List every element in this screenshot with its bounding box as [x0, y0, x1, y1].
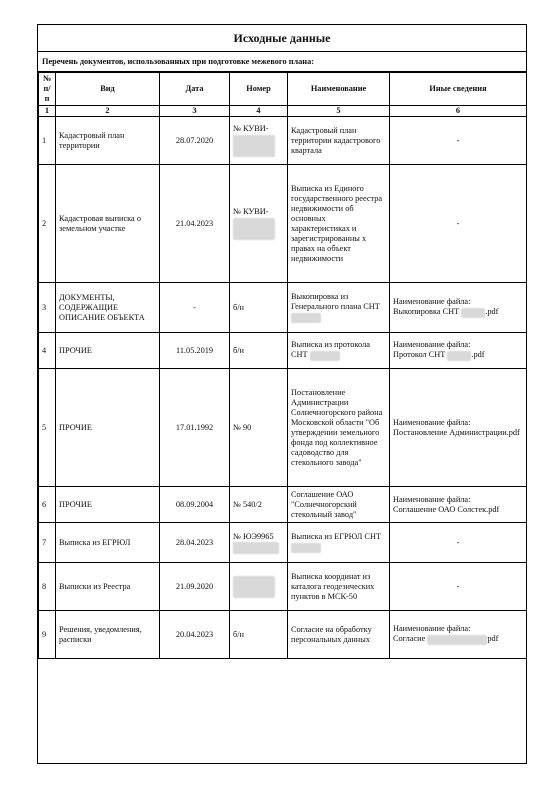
row-type: Выписки из Реестра	[56, 563, 160, 611]
table-row	[39, 333, 527, 369]
row-type: ДОКУМЕНТЫ, СОДЕРЖАЩИЕ ОПИСАНИЕ ОБЪЕКТА	[56, 283, 160, 333]
row-type: ПРОЧИЕ	[56, 369, 160, 487]
table-row	[39, 563, 527, 611]
header-other: Иные сведения	[390, 73, 527, 106]
redacted-block	[310, 351, 340, 361]
page-title: Исходные данные	[38, 25, 526, 52]
row-date: -	[160, 283, 230, 333]
file-name-label: Наименование файла:	[393, 624, 471, 634]
row-number: б/н	[230, 283, 288, 333]
row-other-cell	[390, 333, 527, 369]
row-number-cell	[230, 523, 288, 563]
row-name-cell	[288, 333, 390, 369]
redacted-block	[233, 542, 279, 554]
row-type: Кадастровая выписка о земельном участке	[56, 165, 160, 283]
header-number: Номер	[230, 73, 288, 106]
row-type: ПРОЧИЕ	[56, 487, 160, 523]
row-num: 9	[39, 611, 56, 659]
row-type: ПРОЧИЕ	[56, 333, 160, 369]
row-name: Согласие на обработку персональных данных	[288, 611, 390, 659]
table-row	[39, 523, 527, 563]
row-date: 17.01.1992	[160, 369, 230, 487]
row-number: б/н	[230, 611, 288, 659]
file-name-suffix: pdf	[487, 634, 499, 644]
row-other: -	[390, 523, 527, 563]
file-name-suffix: .pdf	[471, 350, 485, 360]
column-number: 6	[390, 106, 527, 117]
file-name-label: Наименование файла:	[393, 340, 471, 350]
documents-table	[38, 72, 527, 659]
row-name: Постановление Администрации Солнечногорского района Московской области "Об утверждении земельного фонда под коллективное садоводство для стекольного завода"	[288, 369, 390, 487]
row-number-cell	[230, 563, 288, 611]
file-name-label: Наименование файла:	[393, 417, 471, 427]
row-num: 7	[39, 523, 56, 563]
table-row	[39, 369, 527, 487]
row-num: 5	[39, 369, 56, 487]
row-name-cell	[288, 523, 390, 563]
row-name: Соглашение ОАО "Солнечногорский стекольный завод"	[288, 487, 390, 523]
row-date: 08.09.2004	[160, 487, 230, 523]
section-subtitle: Перечень документов, использованных при подготовке межевого плана:	[38, 52, 526, 72]
header-num: № п/п	[39, 73, 56, 106]
row-other-cell	[390, 487, 527, 523]
redacted-block	[447, 351, 471, 361]
file-name-suffix: .pdf	[485, 307, 499, 317]
row-other: -	[390, 117, 527, 165]
row-name-cell	[288, 283, 390, 333]
row-name: Выписка из Единого государственного реестра недвижимости об основных характеристиках и зарегистрированны х правах на объект недвижимости	[288, 165, 390, 283]
header-name: Наименование	[288, 73, 390, 106]
row-num: 8	[39, 563, 56, 611]
file-name-value: Согласие	[393, 634, 426, 644]
row-num: 2	[39, 165, 56, 283]
table-row	[39, 117, 527, 165]
row-other: -	[390, 165, 527, 283]
redacted-block	[291, 543, 321, 553]
file-name-label: Наименование файла:	[393, 297, 471, 307]
row-number-cell	[230, 117, 288, 165]
redacted-block	[427, 635, 487, 645]
row-name: Выкопировка из Генерального плана СНТ	[291, 292, 380, 312]
row-number: б/н	[230, 333, 288, 369]
row-type: Выписка из ЕГРЮЛ	[56, 523, 160, 563]
column-numbers-row	[39, 106, 527, 117]
column-number: 4	[230, 106, 288, 117]
row-type: Решения, уведомления, расписки	[56, 611, 160, 659]
row-name: Выписка из протокола СНТ	[291, 340, 370, 360]
table-row	[39, 487, 527, 523]
file-name-value: Постановление Администрации.pdf	[393, 427, 520, 437]
column-number: 1	[39, 106, 56, 117]
row-date: 20.04.2023	[160, 611, 230, 659]
header-date: Дата	[160, 73, 230, 106]
row-number: № КУВИ-	[233, 124, 269, 133]
row-number-cell	[230, 165, 288, 283]
table-row	[39, 165, 527, 283]
row-number: № 90	[230, 369, 288, 487]
redacted-block	[233, 576, 275, 598]
redacted-block	[233, 135, 275, 157]
row-number: № КУВИ-	[233, 207, 269, 216]
row-type: Кадастровый план территории	[56, 117, 160, 165]
row-name: Выписка координат из каталога геодезических пунктов в МСК-50	[288, 563, 390, 611]
table-row	[39, 611, 527, 659]
redacted-block	[233, 218, 275, 240]
row-date: 21.04.2023	[160, 165, 230, 283]
file-name-label: Наименование файла:	[393, 494, 471, 504]
row-num: 1	[39, 117, 56, 165]
row-other-cell	[390, 369, 527, 487]
row-num: 6	[39, 487, 56, 523]
row-number: № 540/2	[230, 487, 288, 523]
row-other-cell	[390, 611, 527, 659]
row-num: 3	[39, 283, 56, 333]
redacted-block	[291, 313, 321, 323]
row-date: 11.05.2019	[160, 333, 230, 369]
document-frame	[37, 24, 527, 764]
row-other-cell	[390, 283, 527, 333]
row-date: 28.04.2023	[160, 523, 230, 563]
file-name-value: Выкопировка СНТ	[393, 307, 460, 317]
redacted-block	[461, 308, 485, 318]
row-name: Кадастровый план территории кадастрового квартала	[288, 117, 390, 165]
table-header-row	[39, 73, 527, 106]
table-row	[39, 283, 527, 333]
row-name: Выписка из ЕГРЮЛ СНТ	[291, 532, 382, 542]
row-num: 4	[39, 333, 56, 369]
file-name-value: Соглашение ОАО Солстек.pdf	[393, 504, 500, 514]
header-type: Вид	[56, 73, 160, 106]
row-other: -	[390, 563, 527, 611]
file-name-value: Протокол СНТ	[393, 350, 446, 360]
row-number: № ЮЭ9965	[233, 531, 274, 541]
column-number: 2	[56, 106, 160, 117]
column-number: 3	[160, 106, 230, 117]
row-date: 21.09.2020	[160, 563, 230, 611]
row-date: 28.07.2020	[160, 117, 230, 165]
column-number: 5	[288, 106, 390, 117]
